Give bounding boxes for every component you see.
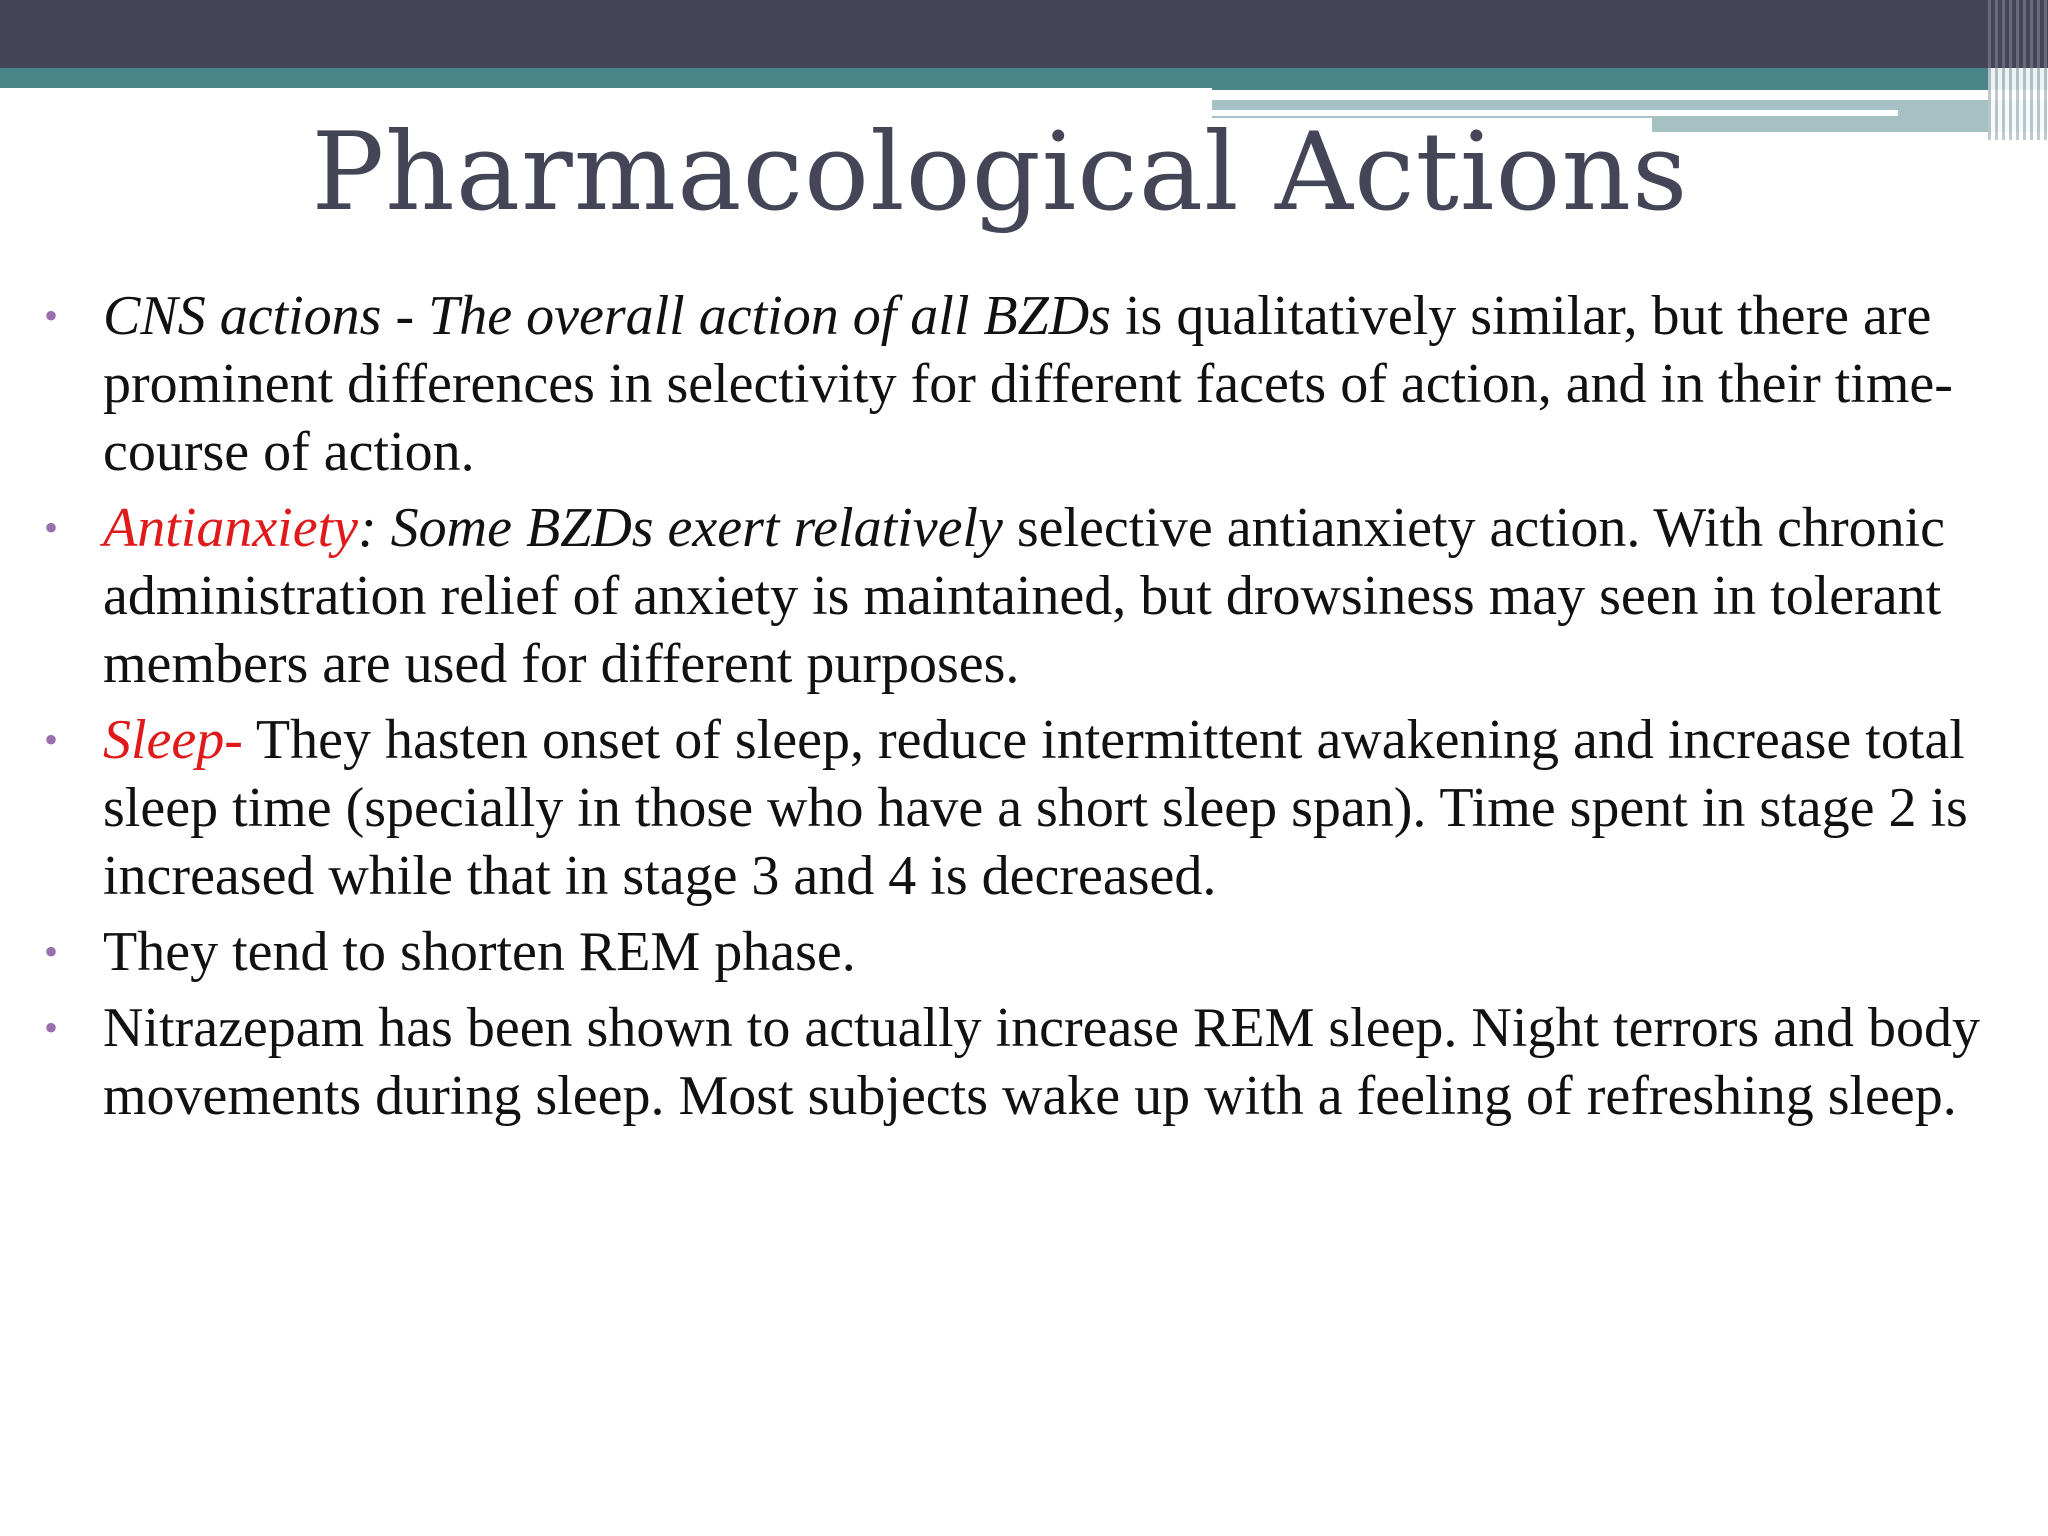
- bullet-item-rem: [40, 918, 2008, 986]
- bullet-dot-icon: •: [44, 717, 59, 762]
- header-teal-bar: [0, 68, 2048, 90]
- bullet-keyword: Antianxiety: [103, 497, 359, 559]
- corner-stripes-dark: [1988, 0, 2048, 68]
- bullet-item-cns: [40, 282, 2008, 486]
- bullet-keyword: Sleep-: [103, 709, 243, 771]
- bullet-lead: CNS actions - The overall action of all BZDs: [103, 285, 1111, 347]
- bullet-text: Nitrazepam has been shown to actually increase REM sleep. Night terrors and body movements during sleep. Most subjects wake up with a feeling of refreshing sleep.: [103, 997, 1980, 1127]
- bullet-dot-icon: •: [44, 505, 59, 550]
- bullet-item-sleep: [40, 706, 2008, 910]
- bullet-text: selective antianxiety action. With chronic administration relief of anxiety is maintained, but drowsiness may seen in tolerant members are used for different purposes.: [103, 497, 1945, 695]
- header-dark-bar: [0, 0, 2048, 68]
- bullet-dot-icon: •: [44, 929, 59, 974]
- bullet-text: They tend to shorten REM phase.: [103, 921, 856, 983]
- bullet-item-antianxiety: [40, 494, 2008, 698]
- bullet-text: is qualitatively similar, but there are prominent differences in selectivity for different facets of action, and in their time-course of action.: [103, 285, 1953, 483]
- bullet-lead: : Some BZDs exert relatively: [358, 497, 1003, 559]
- header-divider: [0, 88, 1212, 100]
- bullet-dot-icon: •: [44, 293, 59, 338]
- bullet-item-nitrazepam: [40, 994, 2008, 1130]
- bullet-list: [40, 282, 2008, 1138]
- bullet-dot-icon: •: [44, 1005, 59, 1050]
- slide-title: Pharmacological Actions: [311, 110, 1689, 235]
- bullet-text: They hasten onset of sleep, reduce intermittent awakening and increase total sleep time (specially in those who have a short sleep span). Time spent in stage 2 is increased while that in stage 3 and 4 is decreased.: [103, 709, 1968, 907]
